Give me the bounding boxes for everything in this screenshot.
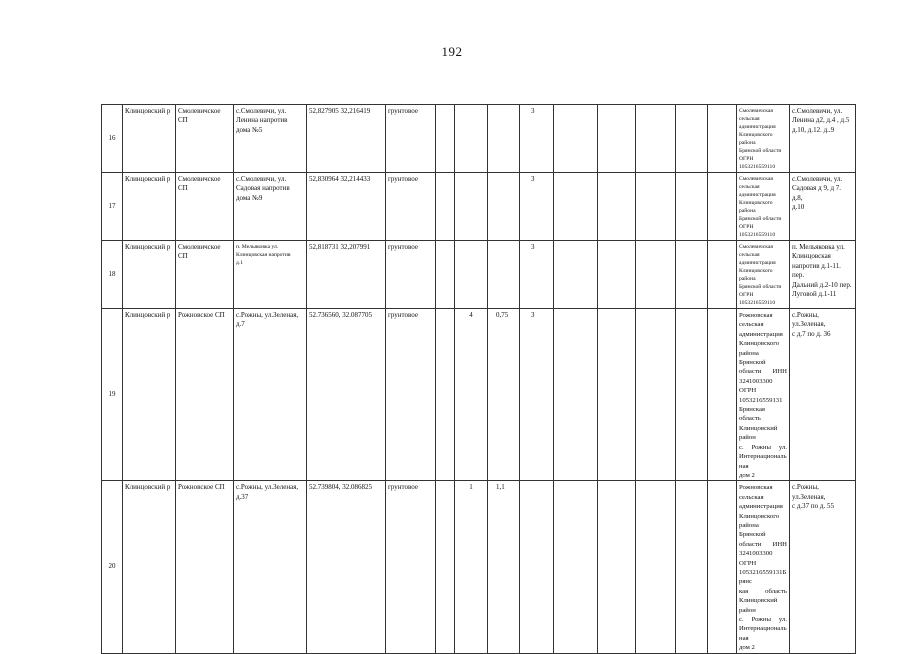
owner-cell xyxy=(737,105,790,173)
surface-cell: грунтовое xyxy=(386,481,436,653)
empty-cell xyxy=(676,173,708,241)
src-line: с д.7 по д. 36 xyxy=(792,329,831,338)
owner-line: 1053216559131 xyxy=(739,396,783,404)
owner-line: Интернациональная xyxy=(739,453,787,470)
owner-cell xyxy=(737,309,790,481)
addr-line: Клинцовская напротив xyxy=(236,252,291,258)
src-line: Ленина д2, д.4 , д.5 xyxy=(792,116,850,125)
coordinates-cell: 52.739804, 32.086825 xyxy=(307,481,386,653)
empty-cell xyxy=(436,481,455,653)
owner-line: администрация xyxy=(739,260,776,266)
site-count-cell: 1 xyxy=(455,481,488,653)
empty-cell xyxy=(598,481,636,653)
empty-cell xyxy=(636,105,676,173)
src-line: Клинцовская xyxy=(792,252,831,261)
surface-cell: грунтовое xyxy=(386,309,436,481)
district-cell: Клинцовский р xyxy=(123,173,176,241)
area-cell: 1,1 xyxy=(488,481,520,653)
addr-line: д.37 xyxy=(236,492,249,501)
table-row xyxy=(102,173,856,241)
owner-line: дом 2 xyxy=(739,644,755,652)
src-line: с.Смолевичи, ул. xyxy=(792,175,843,183)
owner-line: Смолевичская сельская xyxy=(739,176,773,190)
owner-line: Клинцовского района xyxy=(739,268,773,282)
src-line: д.10, д.12. д..9 xyxy=(792,125,835,134)
settlement-cell: Рожновское СП xyxy=(176,309,234,481)
empty-cell xyxy=(554,241,598,309)
empty-cell xyxy=(636,241,676,309)
waste-sources-cell xyxy=(790,105,856,173)
address-cell xyxy=(234,241,307,309)
owner-line: Клинцовского района xyxy=(739,132,773,146)
district-cell: Клинцовский р xyxy=(123,309,176,481)
src-line: д.10 xyxy=(792,203,805,212)
src-line: с.Рожны, ул.Зеленая, xyxy=(792,311,826,329)
empty-cell xyxy=(676,241,708,309)
owner-line: области ИНН xyxy=(739,368,787,376)
owner-line: Брянская область xyxy=(739,406,765,423)
owner-line: Клинцовского xyxy=(739,512,780,520)
src-line: напротив д.1-11. пер. xyxy=(792,261,841,280)
empty-cell xyxy=(708,241,737,309)
site-count-cell xyxy=(455,173,488,241)
coordinates-cell: 52,830964 32,214433 xyxy=(307,173,386,241)
table-row xyxy=(102,481,856,653)
empty-cell xyxy=(554,309,598,481)
district-cell: Клинцовский р xyxy=(123,481,176,653)
addr-line: Садовая напротив xyxy=(236,184,290,193)
owner-line: Рожновская сельская xyxy=(739,484,773,501)
coordinates-cell: 52.736560, 32.087705 xyxy=(307,309,386,481)
surface-cell: грунтовое xyxy=(386,241,436,309)
addr-line: с.Рожны, ул.Зеленая, xyxy=(236,311,299,319)
table-body xyxy=(102,105,856,654)
owner-line: Брянской области xyxy=(739,216,782,222)
district-cell: Клинцовский р xyxy=(123,105,176,173)
owner-line: ОГРН 1053216559110 xyxy=(739,292,776,306)
area-cell xyxy=(488,105,520,173)
settlement-cell: Рожновское СП xyxy=(176,481,234,653)
owner-line: Брянской области xyxy=(739,284,782,290)
coordinates-cell: 52,827905 32,216419 xyxy=(307,105,386,173)
owner-line: Интернациональная xyxy=(739,625,787,642)
addr-line: д.1 xyxy=(236,260,244,266)
owner-line: ОГРН 1053216559110 xyxy=(739,156,776,170)
owner-line: администрация xyxy=(739,330,783,338)
surface-cell: грунтовое xyxy=(386,105,436,173)
empty-cell xyxy=(636,481,676,653)
address-cell xyxy=(234,173,307,241)
empty-cell xyxy=(708,309,737,481)
site-count-cell xyxy=(455,105,488,173)
empty-cell xyxy=(598,309,636,481)
src-line: Садовая д 9, д 7. д.8, xyxy=(792,184,841,202)
table-row xyxy=(102,241,856,309)
empty-cell xyxy=(436,173,455,241)
owner-line: администрация xyxy=(739,503,783,511)
owner-line: с. Рожны ул. xyxy=(739,443,787,451)
empty-cell xyxy=(708,105,737,173)
container-count-cell: 3 xyxy=(520,309,554,481)
empty-cell xyxy=(554,105,598,173)
owner-cell xyxy=(737,173,790,241)
src-line: п. Мельяковка ул. xyxy=(792,243,845,251)
owner-line: Смолевичская сельская xyxy=(739,244,773,258)
address-cell xyxy=(234,481,307,653)
area-cell xyxy=(488,241,520,309)
table-row xyxy=(102,309,856,481)
addr-line: с.Смолевичи, ул. xyxy=(236,107,287,115)
addr-line: п. Мельяковка ул. xyxy=(236,244,279,250)
row-number: 16 xyxy=(102,105,123,173)
owner-line: 3241003300 ОГРН xyxy=(739,377,773,395)
settlement-cell: Смолевичское СП xyxy=(176,105,234,173)
owner-line: района Брянской xyxy=(739,349,766,367)
owner-line: Смолевичская сельская xyxy=(739,108,773,122)
owner-line: Клинцовский район xyxy=(739,424,778,442)
empty-cell xyxy=(554,481,598,653)
container-count-cell: 3 xyxy=(520,173,554,241)
addr-line: Ленина напротив xyxy=(236,116,288,125)
address-cell xyxy=(234,309,307,481)
owner-line: Рожновская сельская xyxy=(739,312,773,329)
empty-cell xyxy=(676,481,708,653)
owner-line: администрация xyxy=(739,124,776,130)
table-row xyxy=(102,105,856,173)
empty-cell xyxy=(436,309,455,481)
empty-cell xyxy=(436,105,455,173)
row-number: 17 xyxy=(102,173,123,241)
address-cell xyxy=(234,105,307,173)
owner-line: администрация xyxy=(739,192,776,198)
empty-cell xyxy=(708,173,737,241)
empty-cell xyxy=(636,173,676,241)
empty-cell xyxy=(636,309,676,481)
empty-cell xyxy=(598,173,636,241)
owner-line: 3241003300 ОГРН xyxy=(739,550,773,567)
area-cell xyxy=(488,173,520,241)
empty-cell xyxy=(676,105,708,173)
owner-line: Брянской области xyxy=(739,148,782,154)
container-count-cell: 3 xyxy=(520,241,554,309)
surface-cell: грунтовое xyxy=(386,173,436,241)
owner-cell xyxy=(737,481,790,653)
empty-cell xyxy=(554,173,598,241)
container-count-cell: 3 xyxy=(520,105,554,173)
site-count-cell xyxy=(455,241,488,309)
empty-cell xyxy=(598,241,636,309)
district-cell: Клинцовский р xyxy=(123,241,176,309)
addr-line: с.Смолевичи, ул. xyxy=(236,175,287,183)
page-number: 192 xyxy=(441,44,463,59)
owner-line: Клинцовского района xyxy=(739,200,773,214)
addr-line: д.7 xyxy=(236,320,245,329)
src-line: с.Смолевичи, ул. xyxy=(792,107,843,115)
empty-cell xyxy=(676,309,708,481)
src-line: Луговой д.1-11 xyxy=(792,290,837,299)
owner-line: ОГРН 1053216559110 xyxy=(739,224,776,238)
waste-sources-cell xyxy=(790,173,856,241)
owner-line: района Брянской xyxy=(739,521,766,539)
row-number: 18 xyxy=(102,241,123,309)
empty-cell xyxy=(708,481,737,653)
addr-line: дома №5 xyxy=(236,125,263,134)
waste-sources-cell xyxy=(790,309,856,481)
owner-line: кая область xyxy=(739,587,787,595)
waste-sources-cell xyxy=(790,241,856,309)
owner-line: с. Рожны ул. xyxy=(739,616,787,623)
area-cell: 0,75 xyxy=(488,309,520,481)
empty-cell xyxy=(598,105,636,173)
settlement-cell: Смолевичское СП xyxy=(176,241,234,309)
addr-line: с.Рожны, ул.Зеленая, xyxy=(236,483,299,492)
owner-cell xyxy=(737,241,790,309)
owner-line: области ИНН xyxy=(739,540,787,548)
src-line: с.Рожны, ул.Зеленая, xyxy=(792,483,826,501)
src-line: с д.37 по д. 55 xyxy=(792,502,834,511)
owner-line: 1053216559131Брянс xyxy=(739,568,787,586)
row-number: 19 xyxy=(102,309,123,481)
row-number: 20 xyxy=(102,481,123,653)
waste-sites-table xyxy=(101,104,856,654)
coordinates-cell: 52,818731 32,207991 xyxy=(307,241,386,309)
src-line: Дальний д.2-10 пер. xyxy=(792,280,852,289)
container-count-cell xyxy=(520,481,554,653)
waste-sources-cell xyxy=(790,481,856,653)
site-count-cell: 4 xyxy=(455,309,488,481)
empty-cell xyxy=(436,241,455,309)
owner-line: Клинцовский район xyxy=(739,597,778,614)
addr-line: дома №9 xyxy=(236,193,263,202)
owner-line: Клинцовского xyxy=(739,340,780,348)
owner-line: дом 2 xyxy=(739,471,755,479)
settlement-cell: Смолевичское СП xyxy=(176,173,234,241)
